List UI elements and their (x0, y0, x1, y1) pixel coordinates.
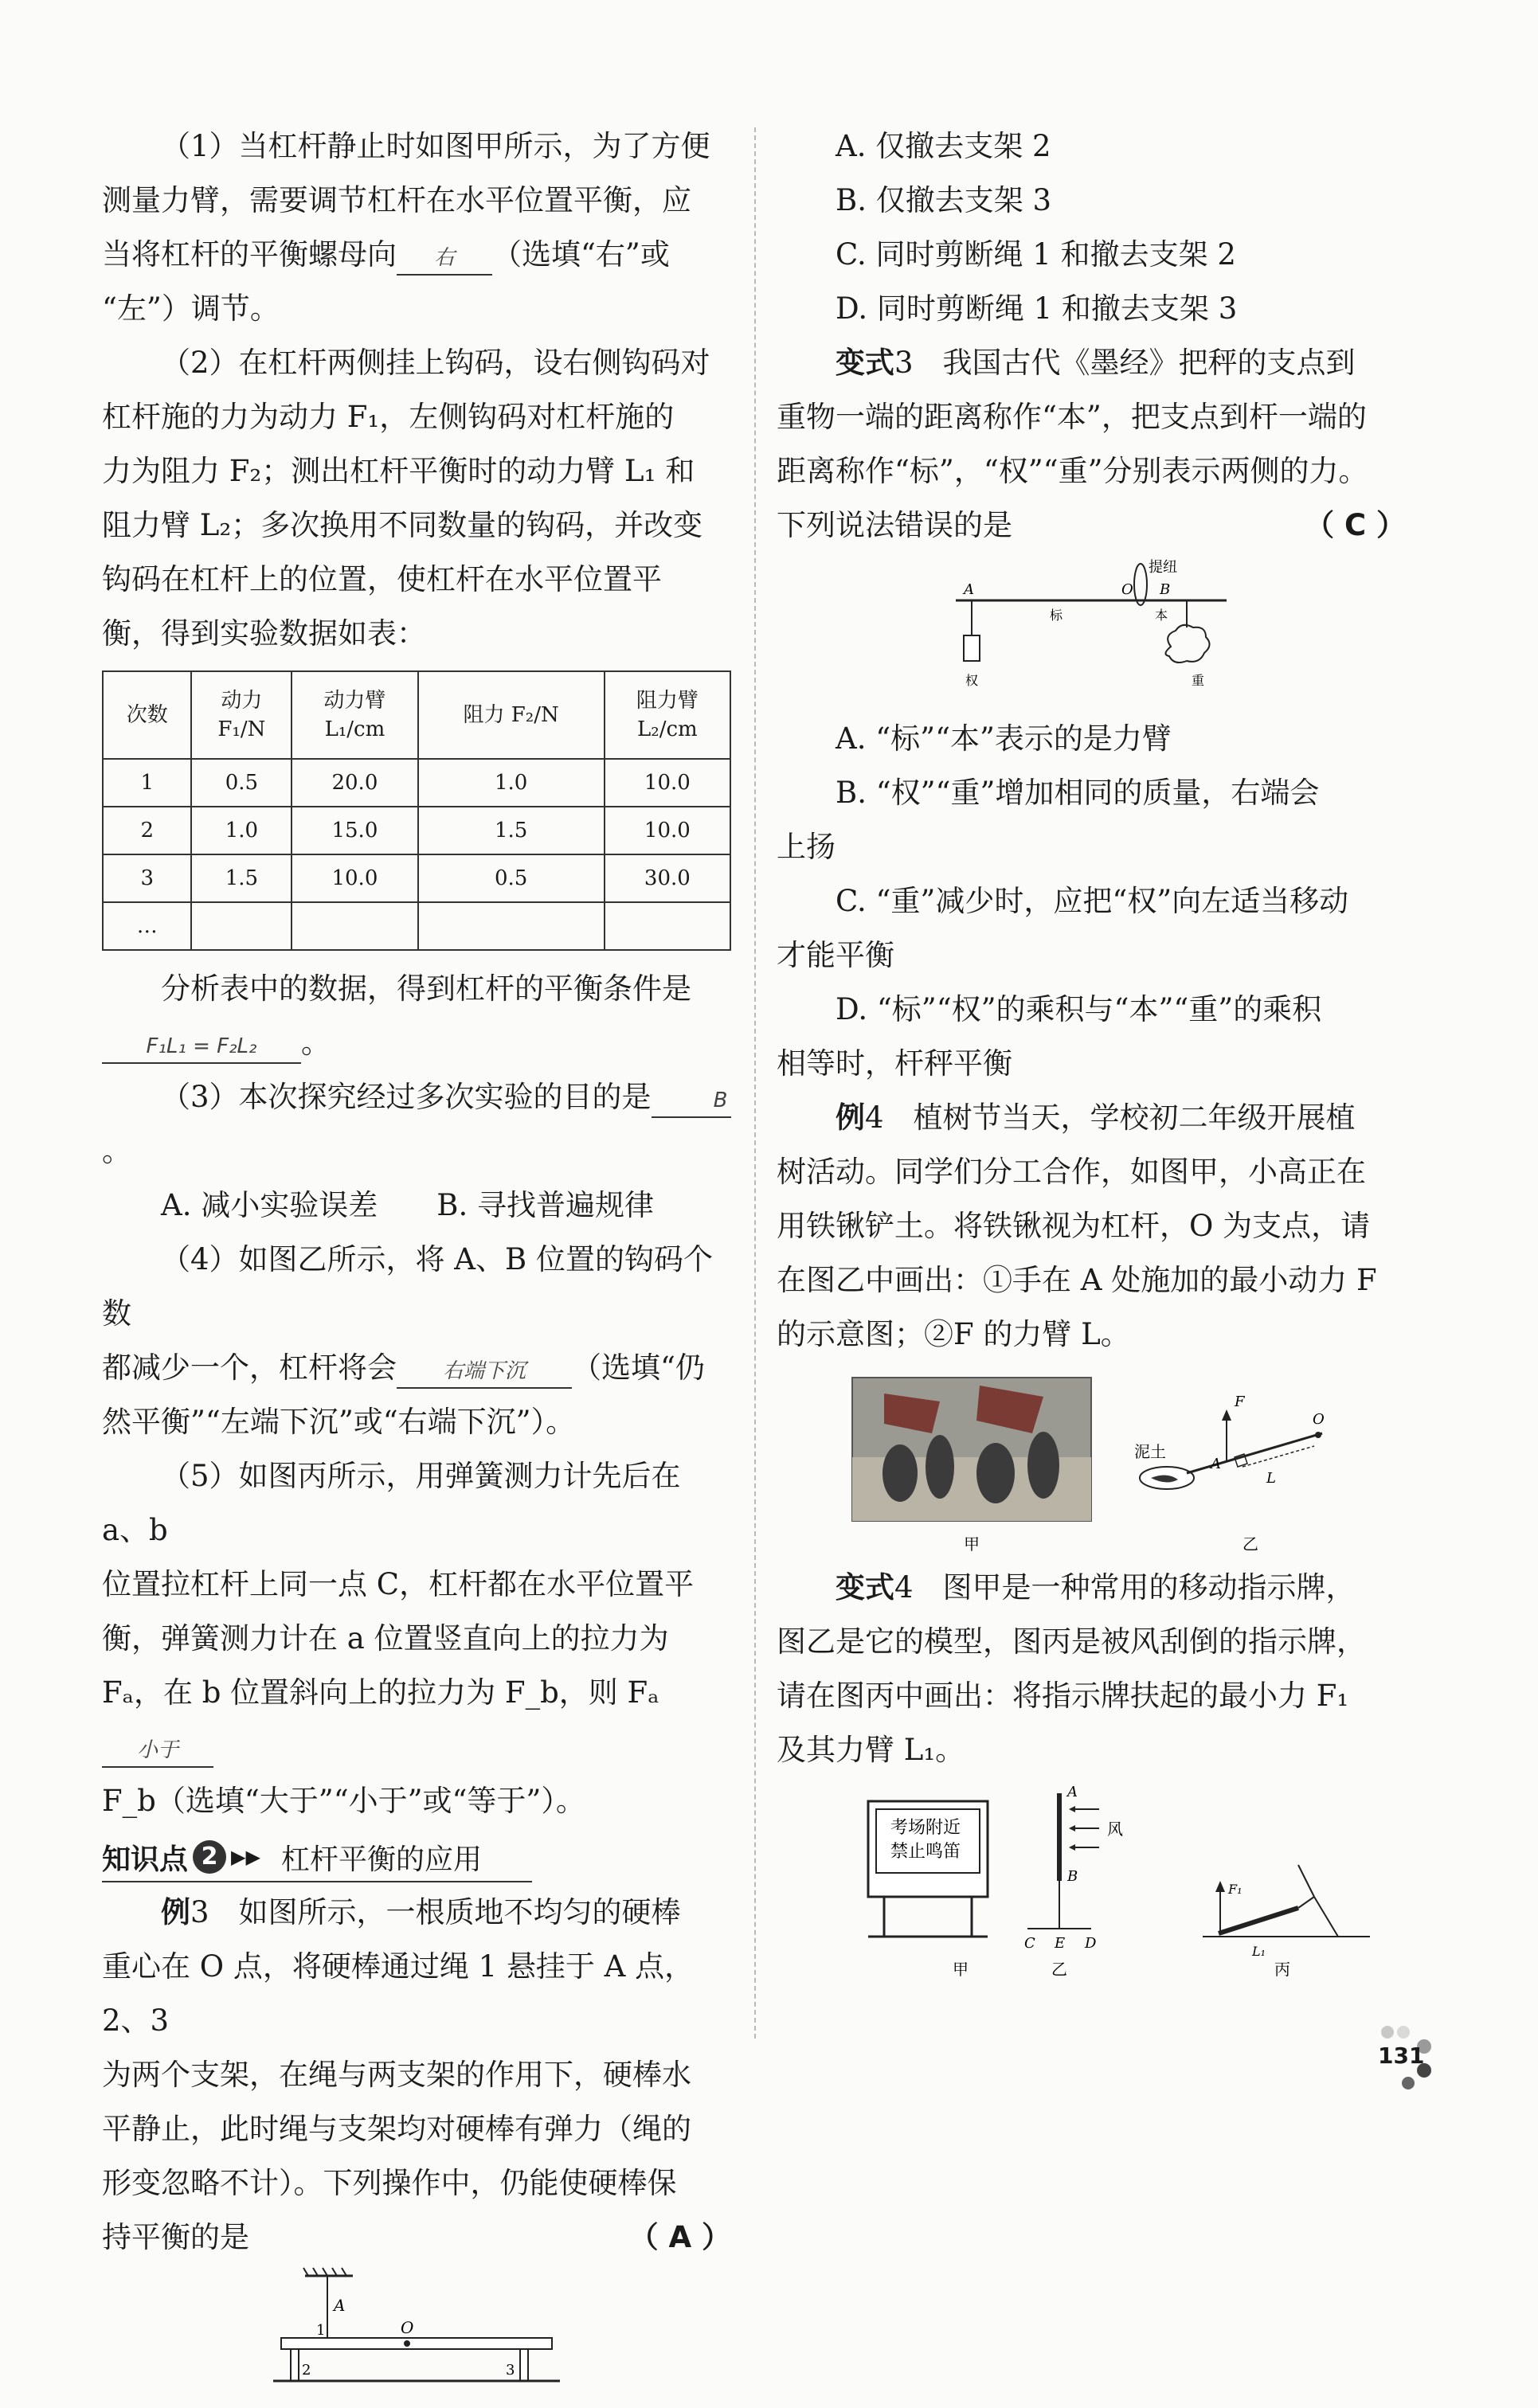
q5-line-1: （5）如图丙所示，用弹簧测力计先后在 a、b (102, 1459, 681, 1547)
var3-line-4 (777, 498, 1406, 553)
svg-text:B: B (1067, 1868, 1078, 1885)
var3-line-1 (777, 336, 1406, 390)
ex3-line-5: 形变忽略不计）。下列操作中，仍能使硬棒保 (102, 2166, 677, 2200)
q4-line-2 (102, 1341, 731, 1395)
ex4-line-3: 用铁锹铲土。将铁锹视为杠杆，O 为支点，请 (777, 1209, 1371, 1243)
ex4-line-4: 在图乙中画出：①手在 A 处施加的最小动力 F (777, 1263, 1377, 1297)
var3-answer: （ C ） (1305, 508, 1406, 542)
ex3-answer: （ A ） (628, 2220, 731, 2254)
svg-text:O: O (401, 2318, 414, 2337)
svg-text:L₁: L₁ (1252, 1944, 1266, 1959)
svg-text:甲: 甲 (953, 1960, 969, 1979)
q1-line-4: “左”）调节。 (102, 291, 280, 326)
table-row (103, 759, 730, 807)
table-cell: 2 (103, 807, 191, 854)
q3-text: （3）本次探究经过多次实验的目的是 (161, 1080, 652, 1114)
var3-line-3: 距离称作“标”，“权”“重”分别表示两侧的力。 (777, 454, 1368, 488)
q1-line-1: （1）当杠杆静止时如图甲所示，为了方便 (161, 129, 710, 163)
table-row (103, 807, 730, 854)
svg-text:禁止鸣笛: 禁止鸣笛 (890, 1842, 961, 1862)
ex3-label: 例 (161, 1895, 190, 1929)
var3-text-end: 下列说法错误的是 (777, 508, 1012, 542)
var4-text: 4 图甲是一种常用的移动指示牌， (894, 1570, 1356, 1605)
table-cell: 15.0 (292, 807, 417, 854)
knowledge-point-header (102, 1833, 532, 1882)
table-cell: 1.0 (191, 807, 292, 854)
svg-text:2: 2 (302, 2362, 311, 2379)
ex3-line-3: 为两个支架，在绳与两支架的作用下，硬棒水 (102, 2058, 691, 2092)
var4-line-1 (777, 1561, 1406, 1615)
table-cell: 10.0 (605, 807, 730, 854)
q2-line-5: 钩码在杠杆上的位置，使杠杆在水平位置平 (102, 562, 662, 596)
svg-text:O: O (1313, 1411, 1325, 1428)
table-cell: 10.0 (292, 854, 417, 902)
q5-line-4 (102, 1666, 731, 1774)
var3-option-c-cont: 才能平衡 (777, 938, 894, 972)
table-cell (418, 902, 605, 950)
q4-line-3: 然平衡”“左端下沉”或“右端下沉”）。 (102, 1405, 576, 1439)
ex3-rod-figure (257, 2265, 576, 2408)
svg-text:F₁: F₁ (1228, 1882, 1243, 1897)
q5-line-3: 衡，弹簧测力计在 a 位置竖直向上的拉力为 (102, 1621, 669, 1656)
svg-text:泥土: 泥土 (1134, 1442, 1166, 1461)
q1-line-3 (102, 228, 731, 282)
ex3-line-1 (102, 1886, 731, 1940)
table-cell (292, 902, 417, 950)
table-header: 阻力 F₂/N (418, 671, 605, 759)
q4-answer-blank: 右端下沉 (397, 1355, 572, 1389)
q1-text: 当将杠杆的平衡螺母向 (102, 237, 397, 272)
balance-condition-blank: F₁L₁ = F₂L₂ (102, 1030, 301, 1064)
var4-line-3: 请在图丙中画出：将指示牌扶起的最小力 F₁ (777, 1679, 1349, 1713)
ex3-text: 3 如图所示，一根质地不均匀的硬棒 (190, 1895, 681, 1929)
table-cell: 1.5 (418, 807, 605, 854)
q3-answer-blank: B (652, 1085, 731, 1118)
table-cell: 1.5 (191, 854, 292, 902)
table-cell: 30.0 (605, 854, 730, 902)
var3-text: 3 我国古代《墨经》把秤的支点到 (894, 346, 1356, 380)
table-header: 阻力臂 L₂/cm (605, 671, 730, 759)
q2-line-2: 杠杆施的力为动力 F₁，左侧钩码对杠杆施的 (102, 400, 675, 434)
table-row (103, 854, 730, 902)
q1-answer-blank: 右 (397, 242, 492, 276)
table-row (103, 902, 730, 950)
svg-text:A: A (334, 2296, 346, 2315)
svg-text:考场附近: 考场附近 (890, 1818, 961, 1838)
ex3-option-a: A. 仅撤去支架 2 (836, 129, 1051, 163)
ex4-line-2: 树活动。同学们分工合作，如图甲，小高正在 (777, 1155, 1366, 1189)
ex3-text-end: 持平衡的是 (102, 2220, 249, 2254)
svg-text:丙: 丙 (1274, 1960, 1290, 1979)
ex3-option-c: C. 同时剪断绳 1 和撤去支架 2 (836, 237, 1236, 272)
var3-label: 变式 (836, 346, 894, 380)
svg-text:C: C (1024, 1935, 1035, 1952)
q3-options (102, 1179, 731, 1233)
ex4-line-1 (777, 1091, 1406, 1145)
experiment-data-table (102, 670, 731, 951)
kp-title: 杠杆平衡的应用 (280, 1843, 482, 1876)
table-cell: 20.0 (292, 759, 417, 807)
q3-option-b: B. 寻找普遍规律 (436, 1188, 654, 1222)
var4-line-2: 图乙是它的模型，图丙是被风刮倒的指示牌， (777, 1624, 1366, 1659)
kp-label: 知识点 (102, 1843, 189, 1876)
svg-text:甲: 甲 (964, 1534, 980, 1554)
ex3-line-4: 平静止，此时绳与支架均对硬棒有弹力（绳的 (102, 2112, 691, 2146)
table-cell: 1 (103, 759, 191, 807)
q5-line-2: 位置拉杠杆上同一点 C，杠杆都在水平位置平 (102, 1567, 695, 1601)
signboard-figure (789, 1777, 1394, 1984)
svg-text:A: A (1211, 1456, 1221, 1472)
q4-line-1: （4）如图乙所示，将 A、B 位置的钩码个数 (102, 1242, 713, 1331)
svg-text:3: 3 (506, 2362, 515, 2379)
table-cell: 10.0 (605, 759, 730, 807)
steelyard-figure (932, 553, 1250, 712)
left-column (102, 119, 731, 2408)
q3-line (102, 1070, 731, 1179)
column-divider (754, 127, 756, 2039)
ex3-line-2: 重心在 O 点，将硬棒通过绳 1 悬挂于 A 点，2、3 (102, 1949, 695, 2038)
var3-option-a: A. “标”“本”表示的是力臂 (836, 721, 1172, 756)
ex3-option-d: D. 同时剪断绳 1 和撤去支架 3 (836, 291, 1238, 326)
var3-option-b: B. “权”“重”增加相同的质量，右端会 (836, 776, 1320, 810)
q2-line-3: 力为阻力 F₂；测出杠杆平衡时的动力臂 L₁ 和 (102, 454, 695, 488)
q5-answer-blank: 小于 (102, 1734, 213, 1768)
var3-option-b-cont: 上扬 (777, 830, 836, 864)
analysis-line-1: 分析表中的数据，得到杠杆的平衡条件是 (161, 971, 691, 1006)
table-header: 动力 F₁/N (191, 671, 292, 759)
svg-text:标: 标 (1050, 608, 1063, 623)
table-cell (191, 902, 292, 950)
table-cell: 0.5 (191, 759, 292, 807)
analysis-end: 。 (301, 1026, 331, 1060)
svg-text:A: A (1067, 1784, 1078, 1800)
q5-text: Fₐ，在 b 位置斜向上的拉力为 F_b，则 Fₐ (102, 1675, 659, 1710)
var3-line-2: 重物一端的距离称作“本”，把支点到杆一端的 (777, 400, 1367, 434)
q2-line-1: （2）在杠杆两侧挂上钩码，设右侧钩码对 (161, 346, 710, 380)
svg-text:1: 1 (316, 2322, 326, 2339)
ex4-label: 例 (836, 1100, 865, 1135)
svg-text:提纽: 提纽 (1149, 559, 1177, 576)
var4-label: 变式 (836, 1570, 894, 1605)
kp-number-badge: 2 (193, 1840, 226, 1874)
q4-text: 都减少一个，杠杆将会 (102, 1351, 397, 1385)
svg-text:重: 重 (1192, 673, 1205, 688)
q3-option-a: A. 减小实验误差 (161, 1188, 378, 1222)
ex4-text: 4 植树节当天，学校初二年级开展植 (865, 1100, 1356, 1135)
q1-text-2: （选填“右”或 (492, 237, 670, 272)
table-cell: 1.0 (418, 759, 605, 807)
svg-text:D: D (1085, 1935, 1097, 1952)
svg-text:O: O (1121, 581, 1133, 598)
q2-line-6: 衡，得到实验数据如表： (102, 616, 426, 651)
svg-text:E: E (1055, 1935, 1066, 1952)
ex4-line-5: 的示意图；②F 的力臂 L。 (777, 1317, 1130, 1351)
ex3-option-b: B. 仅撤去支架 3 (836, 183, 1052, 217)
svg-text:乙: 乙 (1243, 1534, 1258, 1554)
table-header: 次数 (103, 671, 191, 759)
var3-option-d: D. “标”“权”的乘积与“本”“重”的乘积 (836, 992, 1322, 1026)
right-column (777, 119, 1406, 1984)
q3-end: 。 (102, 1134, 131, 1168)
analysis-line-2 (102, 1016, 731, 1070)
var3-option-c: C. “重”减少时，应把“权”向左适当移动 (836, 884, 1349, 918)
q5-line-5: F_b（选填“大于”“小于”或“等于”）。 (102, 1784, 585, 1818)
svg-text:B: B (1160, 581, 1171, 598)
q4-text-2: （选填“仍 (572, 1351, 705, 1385)
ex3-line-6 (102, 2211, 731, 2265)
svg-text:L: L (1266, 1470, 1276, 1487)
table-header-row (103, 671, 730, 759)
table-cell: … (103, 902, 191, 950)
table-cell: 3 (103, 854, 191, 902)
page-number: 131 (1378, 2042, 1425, 2069)
svg-text:权: 权 (965, 673, 979, 688)
shovel-figure (836, 1362, 1346, 1561)
svg-text:乙: 乙 (1051, 1960, 1067, 1979)
svg-text:F: F (1235, 1394, 1245, 1410)
svg-text:A: A (964, 581, 974, 598)
var3-option-d-cont: 相等时，杆秤平衡 (777, 1046, 1012, 1081)
table-header: 动力臂 L₁/cm (292, 671, 417, 759)
q1-line-2: 测量力臂，需要调节杠杆在水平位置平衡，应 (102, 183, 691, 217)
svg-text:本: 本 (1155, 608, 1168, 623)
table-cell: 0.5 (418, 854, 605, 902)
double-arrow-icon: ▶▶ (231, 1846, 260, 1868)
table-cell (605, 902, 730, 950)
var4-line-4: 及其力臂 L₁。 (777, 1733, 965, 1767)
q2-line-4: 阻力臂 L₂；多次换用不同数量的钩码，并改变 (102, 508, 703, 542)
svg-text:风: 风 (1107, 1820, 1123, 1839)
